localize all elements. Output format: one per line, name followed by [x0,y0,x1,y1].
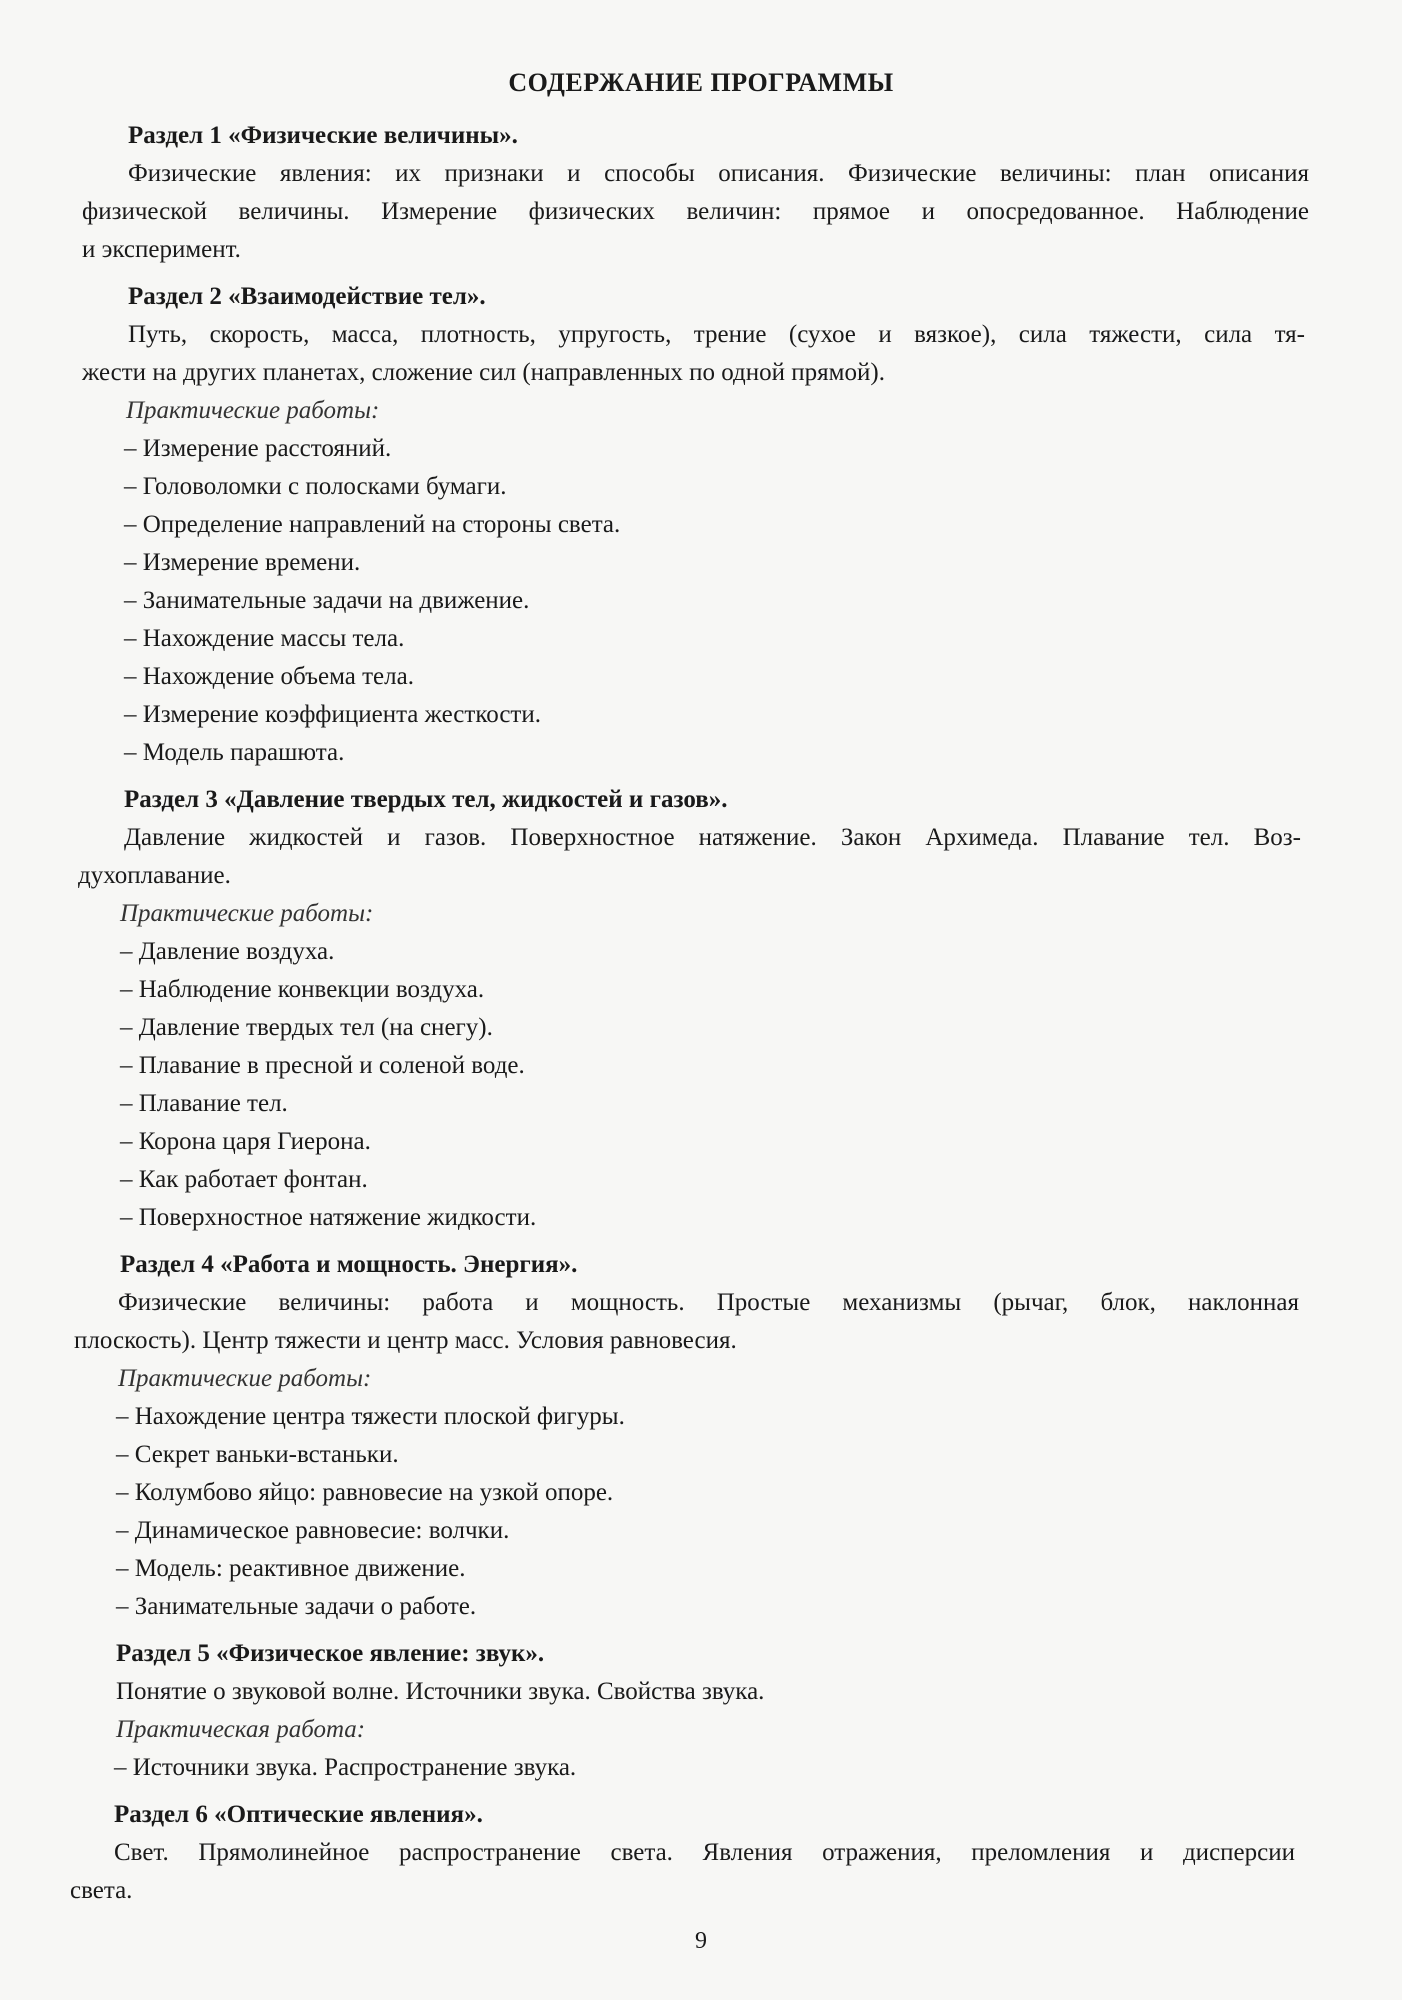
section-6-text-line: Свет. Прямолинейное распространение света. Явления отражения, преломления и дисперсии [114,1839,1295,1866]
section-2-heading: Раздел 2 «Взаимодействие тел». [128,283,486,310]
section-2-text-line: Путь, скорость, масса, плотность, упругость, трение (сухое и вязкое), сила тяжести, сила тя- [128,321,1305,348]
list-item: – Колумбово яйцо: равновесие на узкой опоре. [116,1479,614,1506]
page-title: СОДЕРЖАНИЕ ПРОГРАММЫ [508,68,894,97]
section-1-heading: Раздел 1 «Физические величины». [128,122,518,149]
section-2-text-line: жести на других планетах, сложение сил (направленных по одной прямой). [82,359,885,386]
list-item: – Давление воздуха. [120,938,335,965]
section-6-text-line: света. [70,1877,133,1904]
section-2-practice-label: Практические работы: [126,397,380,424]
section-4-heading: Раздел 4 «Работа и мощность. Энергия». [120,1251,578,1278]
list-item: – Плавание тел. [120,1090,288,1117]
list-item: – Занимательные задачи о работе. [116,1593,477,1620]
list-item: – Поверхностное натяжение жидкости. [120,1204,537,1231]
section-1-text-line: Физические явления: их признаки и способы описания. Физические величины: план описания [128,160,1309,187]
section-3-practice-label: Практические работы: [120,900,374,927]
list-item: – Нахождение центра тяжести плоской фигуры. [116,1403,625,1430]
section-4-text-line: плоскость). Центр тяжести и центр масс. Условия равновесия. [74,1327,737,1354]
list-item: – Нахождение массы тела. [124,625,405,652]
section-5-text-line: Понятие о звуковой волне. Источники звука. Свойства звука. [116,1678,765,1705]
list-item: – Плавание в пресной и соленой воде. [120,1052,525,1079]
section-4-text-line: Физические величины: работа и мощность. Простые механизмы (рычаг, блок, наклонная [118,1289,1299,1316]
section-6-heading: Раздел 6 «Оптические явления». [114,1801,483,1828]
section-5-practice-label: Практическая работа: [116,1716,366,1743]
list-item: – Определение направлений на стороны света. [124,511,621,538]
list-item: – Занимательные задачи на движение. [124,587,530,614]
list-item: – Наблюдение конвекции воздуха. [120,976,485,1003]
section-1-text-line: физической величины. Измерение физических величин: прямое и опосредованное. Наблюдение [82,198,1309,225]
list-item: – Модель: реактивное движение. [116,1555,466,1582]
list-item: – Измерение коэффициента жесткости. [124,701,541,728]
section-3-heading: Раздел 3 «Давление твердых тел, жидкостей и газов». [124,786,728,813]
list-item: – Нахождение объема тела. [124,663,414,690]
section-5-heading: Раздел 5 «Физическое явление: звук». [116,1640,545,1667]
list-item: – Источники звука. Распространение звука. [114,1754,577,1781]
list-item: – Головоломки с полосками бумаги. [124,473,507,500]
list-item: – Модель парашюта. [124,739,345,766]
list-item: – Корона царя Гиерона. [120,1128,371,1155]
section-1-text-line: и эксперимент. [82,236,241,263]
list-item: – Динамическое равновесие: волчки. [116,1517,510,1544]
list-item: – Давление твердых тел (на снегу). [120,1014,493,1041]
section-3-text-line: духоплавание. [78,862,231,889]
section-4-practice-label: Практические работы: [118,1365,372,1392]
list-item: – Измерение времени. [124,549,361,576]
section-3-text-line: Давление жидкостей и газов. Поверхностное натяжение. Закон Архимеда. Плавание тел. Воз- [124,824,1301,851]
list-item: – Измерение расстояний. [124,435,392,462]
list-item: – Как работает фонтан. [120,1166,368,1193]
list-item: – Секрет ваньки-встаньки. [116,1441,399,1468]
page-number: 9 [695,1928,707,1954]
